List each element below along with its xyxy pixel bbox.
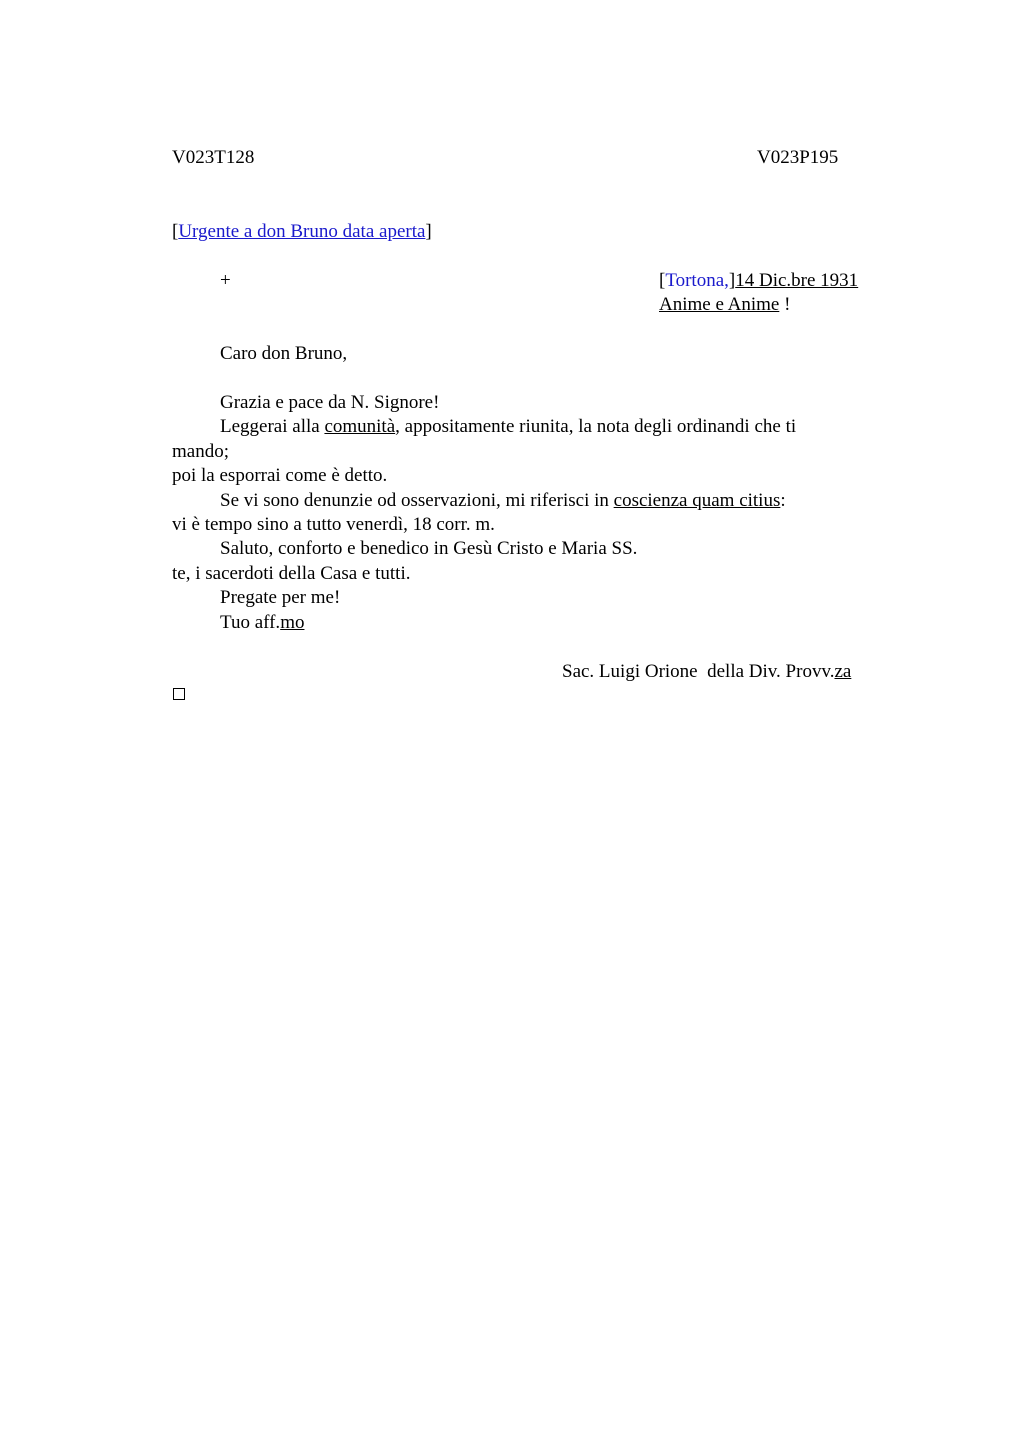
document-code-right: V023P195 <box>757 147 839 168</box>
p2-underlined: coscienza quam citius <box>613 490 781 511</box>
dateline-close-bracket: ] <box>728 270 736 291</box>
note-open-bracket: [ <box>172 221 179 242</box>
paragraph-1-line-3: poi la esporrai come è detto. <box>172 465 388 486</box>
motto-text: Anime e Anime <box>659 294 780 315</box>
closing-text: Tuo aff. <box>220 612 281 633</box>
dateline-place: Tortona, <box>665 270 729 291</box>
closing <box>220 611 304 635</box>
editorial-note <box>172 220 432 244</box>
greeting: Grazia e pace da N. Signore! <box>220 392 440 413</box>
dateline-date: 14 Dic.bre 1931 <box>735 270 859 291</box>
signature <box>562 660 851 684</box>
closing-underlined: mo <box>280 612 305 633</box>
p2-text-a: Se vi sono denunzie od osservazioni, mi riferisci in <box>220 490 614 511</box>
p1-text-b: , appositamente riunita, la nota degli ordinandi che ti <box>395 416 797 437</box>
motto <box>659 293 790 317</box>
paragraph-1-line-1 <box>220 415 796 439</box>
checkbox-icon <box>173 688 185 700</box>
paragraph-2-line-1 <box>220 489 786 513</box>
p2-text-b: : <box>780 490 786 511</box>
paragraph-4: Pregate per me! <box>220 587 341 608</box>
cross-symbol: + <box>220 270 231 291</box>
p1-underlined: comunità <box>324 416 396 437</box>
signature-suffix: za <box>834 661 852 682</box>
paragraph-3-line-2: te, i sacerdoti della Casa e tutti. <box>172 563 411 584</box>
document-code-left: V023T128 <box>172 147 255 168</box>
dateline-open-bracket: [ <box>659 270 666 291</box>
paragraph-2-line-2: vi è tempo sino a tutto venerdì, 18 corr. m. <box>172 514 495 535</box>
note-close-bracket: ] <box>425 221 432 242</box>
signature-text: Sac. Luigi Orione della Div. Provv. <box>562 661 835 682</box>
dateline <box>659 269 858 293</box>
p1-text-a: Leggerai alla <box>220 416 325 437</box>
paragraph-3-line-1: Saluto, conforto e benedico in Gesù Cristo e Maria SS. <box>220 538 638 559</box>
paragraph-1-line-2: mando; <box>172 441 229 462</box>
salutation: Caro don Bruno, <box>220 343 348 364</box>
note-link[interactable]: Urgente a don Bruno data aperta <box>178 221 426 242</box>
motto-suffix: ! <box>779 294 791 315</box>
